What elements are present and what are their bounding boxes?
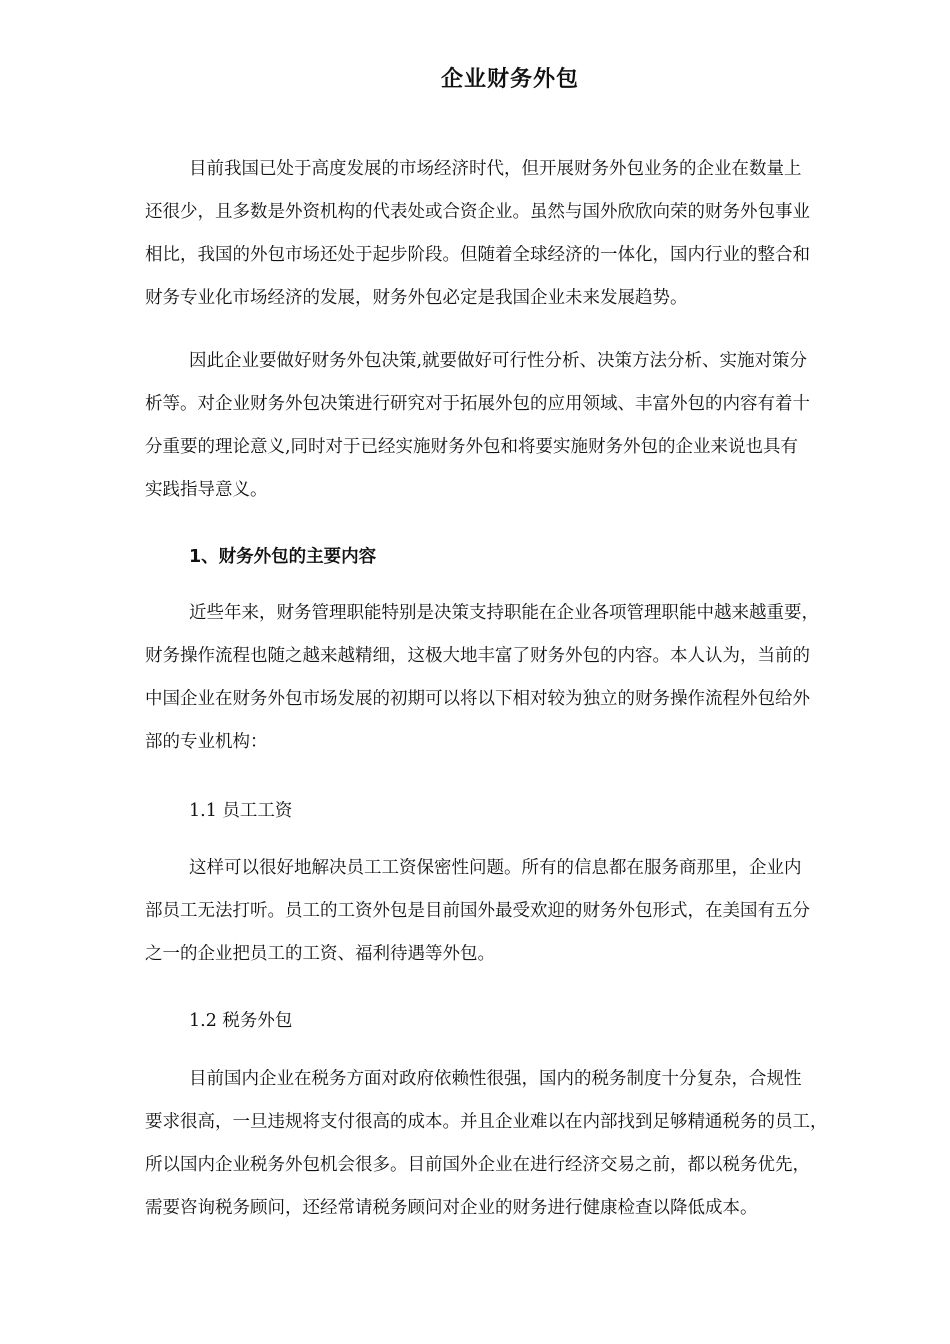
subsection-paragraph-1-2 — [145, 1058, 880, 1230]
text-line: 中国企业在财务外包市场发展的初期可以将以下相对较为独立的财务操作流程外包给外 — [145, 689, 810, 709]
text-line: 目前国内企业在税务方面对政府依赖性很强，国内的税务制度十分复杂，合规性 — [189, 1069, 802, 1089]
text-line: 因此企业要做好财务外包决策,就要做好可行性分析、决策方法分析、实施对策分 — [189, 351, 808, 371]
text-line: 部的专业机构： — [145, 732, 268, 752]
text-line: 析等。对企业财务外包决策进行研究对于拓展外包的应用领域、丰富外包的内容有着十 — [145, 394, 810, 414]
paragraph-intro-1 — [145, 148, 880, 320]
text-line: 近些年来，财务管理职能特别是决策支持职能在企业各项管理职能中越来越重要， — [189, 603, 819, 623]
subsection-heading-1-2: 1.2 税务外包 — [189, 1011, 293, 1031]
text-line: 还很少，且多数是外资机构的代表处或合资企业。虽然与国外欣欣向荣的财务外包事业 — [145, 202, 810, 222]
subsection-heading-1-1: 1.1 员工工资 — [189, 801, 293, 821]
paragraph-intro-2 — [145, 340, 880, 512]
subsection-paragraph-1-1 — [145, 847, 880, 976]
text-line: 财务操作流程也随之越来越精细，这极大地丰富了财务外包的内容。本人认为，当前的 — [145, 646, 810, 666]
document-title: 企业财务外包 — [440, 67, 579, 92]
text-line: 目前我国已处于高度发展的市场经济时代，但开展财务外包业务的企业在数量上 — [189, 159, 802, 179]
text-line: 之一的企业把员工的工资、福利待遇等外包。 — [145, 944, 495, 964]
text-line: 部员工无法打听。员工的工资外包是目前国外最受欢迎的财务外包形式，在美国有五分 — [145, 901, 810, 921]
text-line: 分重要的理论意义,同时对于已经实施财务外包和将要实施财务外包的企业来说也具有 — [145, 437, 799, 457]
text-line: 需要咨询税务顾问，还经常请税务顾问对企业的财务进行健康检查以降低成本。 — [145, 1198, 758, 1218]
text-line: 相比，我国的外包市场还处于起步阶段。但随着全球经济的一体化，国内行业的整合和 — [145, 245, 810, 265]
text-line: 所以国内企业税务外包机会很多。目前国外企业在进行经济交易之前，都以税务优先， — [145, 1155, 810, 1175]
text-line: 财务专业化市场经济的发展，财务外包必定是我国企业未来发展趋势。 — [145, 288, 688, 308]
section-heading: 1、财务外包的主要内容 — [189, 547, 377, 567]
text-line: 实践指导意义。 — [145, 480, 268, 500]
text-line: 要求很高，一旦违规将支付很高的成本。并且企业难以在内部找到足够精通税务的员工， — [145, 1112, 828, 1132]
text-line: 这样可以很好地解决员工工资保密性问题。所有的信息都在服务商那里，企业内 — [189, 858, 802, 878]
section-intro-paragraph — [145, 592, 880, 764]
